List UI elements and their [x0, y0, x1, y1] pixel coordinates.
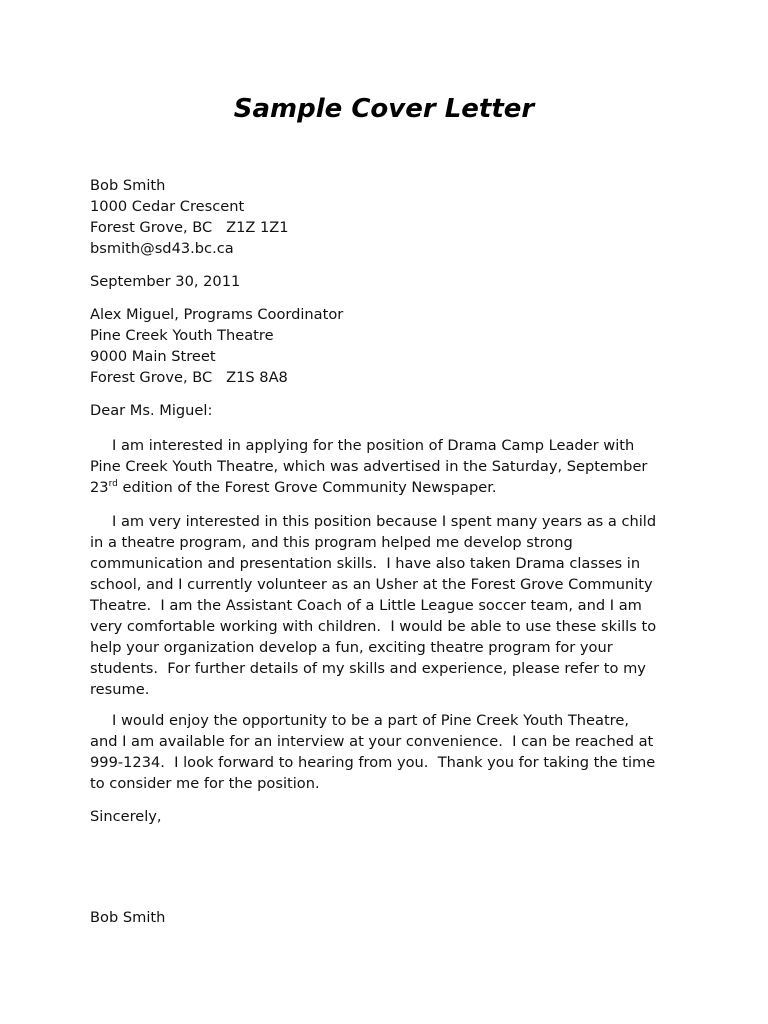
letter-title: Sample Cover Letter: [233, 94, 535, 124]
paragraph-2: [90, 511, 690, 700]
paragraph-2-line: in a theatre program, and this program helped me develop strong: [90, 534, 573, 551]
date-ordinal-number: 23: [90, 479, 109, 496]
sender-name: Bob Smith: [90, 177, 166, 194]
paragraph-2-line: resume.: [90, 681, 150, 698]
paragraph-3-line: and I am available for an interview at your convenience. I can be reached at: [90, 733, 654, 750]
recipient-name-title: Alex Miguel, Programs Coordinator: [90, 306, 344, 323]
letter-date: [90, 271, 690, 292]
paragraph-1-line: I am interested in applying for the position of Drama Camp Leader with: [112, 437, 635, 454]
sender-email: bsmith@sd43.bc.ca: [90, 240, 234, 257]
recipient-city-line: Forest Grove, BC Z1S 8A8: [90, 369, 288, 386]
paragraph-1-line-rest: edition of the Forest Grove Community Newspaper.: [117, 479, 497, 496]
recipient-street: 9000 Main Street: [90, 348, 216, 365]
paragraph-1-line: Pine Creek Youth Theatre, which was advertised in the Saturday, September: [90, 458, 648, 475]
paragraph-2-line: I am very interested in this position because I spent many years as a child: [112, 513, 657, 530]
date-text: September 30, 2011: [90, 273, 241, 290]
ordinal-suffix: rd: [108, 479, 118, 489]
paragraph-2-line: school, and I currently volunteer as an Usher at the Forest Grove Community: [90, 576, 653, 593]
paragraph-2-line: communication and presentation skills. I have also taken Drama classes in: [90, 555, 641, 572]
paragraph-2-line: help your organization develop a fun, exciting theatre program for your: [90, 639, 613, 656]
paragraph-3-line: to consider me for the position.: [90, 775, 320, 792]
recipient-address: [90, 304, 690, 388]
closing-text: Sincerely,: [90, 808, 162, 825]
sender-address: [90, 175, 690, 259]
signature-name: Bob Smith: [90, 909, 166, 926]
recipient-organization: Pine Creek Youth Theatre: [90, 327, 274, 344]
paragraph-3-line: 999-1234. I look forward to hearing from you. Thank you for taking the time: [90, 754, 656, 771]
salutation: [90, 400, 690, 421]
closing: [90, 806, 690, 827]
paragraph-2-line: very comfortable working with children. I would be able to use these skills to: [90, 618, 657, 635]
paragraph-1: [90, 435, 690, 498]
sender-street: 1000 Cedar Crescent: [90, 198, 245, 215]
paragraph-3-line: I would enjoy the opportunity to be a part of Pine Creek Youth Theatre,: [112, 712, 629, 729]
paragraph-1-line: [90, 477, 690, 498]
sender-city-line: Forest Grove, BC Z1Z 1Z1: [90, 219, 289, 236]
paragraph-2-line: Theatre. I am the Assistant Coach of a Little League soccer team, and I am: [90, 597, 642, 614]
paragraph-2-line: students. For further details of my skills and experience, please refer to my: [90, 660, 646, 677]
salutation-text: Dear Ms. Miguel:: [90, 402, 213, 419]
paragraph-3: [90, 710, 690, 794]
signature: [90, 907, 690, 928]
